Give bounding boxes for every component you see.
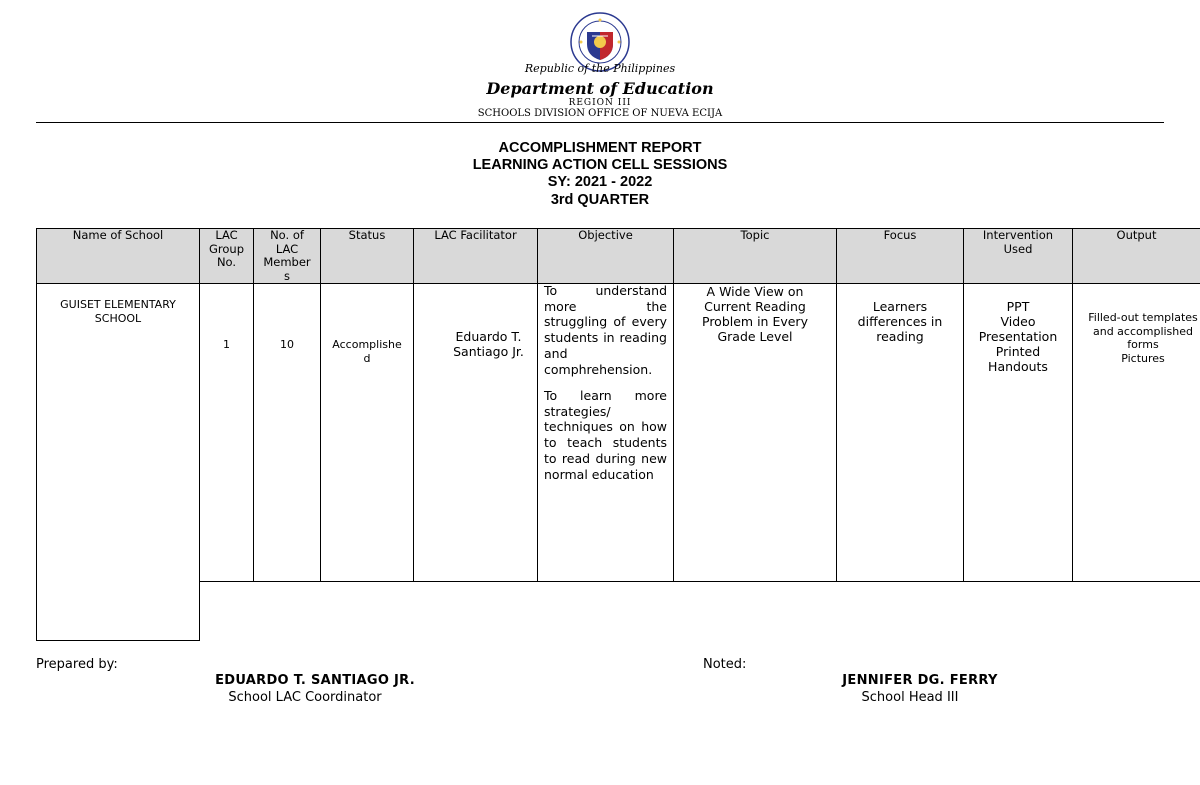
cell-topic: A Wide View on Current Reading Problem in Every Grade Level <box>702 284 808 344</box>
header-name-of-school: Name of School <box>72 228 164 242</box>
department-heading: Department of Education <box>486 79 714 98</box>
header-lac-facilitator: LAC Facilitator <box>434 228 517 242</box>
report-title: ACCOMPLISHMENT REPORT <box>498 140 702 156</box>
header-intervention-used: Intervention Used <box>982 228 1054 256</box>
column-divider <box>320 228 321 582</box>
column-divider <box>199 228 200 641</box>
cell-members-count: 10 <box>280 338 294 351</box>
region-heading: REGION III <box>568 98 632 108</box>
cell-intervention: PPT Video Presentation Printed Handouts <box>978 299 1058 374</box>
cell-school-name: GUISET ELEMENTARY SCHOOL <box>60 298 176 325</box>
quarter: 3rd QUARTER <box>550 192 650 208</box>
cell-objective-1: To understand more the struggling of every students in reading and comphrehension. <box>544 283 667 377</box>
header-no-of-lac-members: No. of LAC Member s <box>263 228 311 283</box>
report-subtitle: LEARNING ACTION CELL SESSIONS <box>472 157 728 173</box>
header-topic: Topic <box>740 228 770 242</box>
cell-facilitator: Eduardo T. Santiago Jr. <box>453 329 524 359</box>
prepared-by-name: EDUARDO T. SANTIAGO JR. <box>215 673 415 688</box>
division-heading: SCHOOLS DIVISION OFFICE OF NUEVA ECIJA <box>477 108 723 119</box>
school-year: SY: 2021 - 2022 <box>547 174 653 190</box>
noted-by-role: School Head III <box>861 690 959 705</box>
prepared-by-label: Prepared by: <box>36 657 118 672</box>
noted-label: Noted: <box>703 657 747 672</box>
row-bottom-border <box>199 581 1200 582</box>
prepared-by-role: School LAC Coordinator <box>228 690 382 705</box>
column-divider <box>836 228 837 582</box>
cell-status: Accomplishe d <box>332 338 402 365</box>
column-divider <box>537 228 538 582</box>
column-divider <box>673 228 674 582</box>
header-output: Output <box>1116 228 1157 242</box>
cell-objective-2: To learn more strategies/ techniques on how to teach students to read during new normal education <box>544 388 667 482</box>
column-divider <box>963 228 964 582</box>
header-objective: Objective <box>578 228 633 242</box>
school-cell-bottom-border <box>36 640 200 641</box>
header-status: Status <box>348 228 386 242</box>
table-left-border <box>36 228 37 641</box>
column-divider <box>413 228 414 582</box>
header-divider <box>36 122 1164 123</box>
header-lac-group-no: LAC Group No. <box>208 228 244 269</box>
column-divider <box>1072 228 1073 582</box>
header-focus: Focus <box>883 228 917 242</box>
cell-output: Filled-out templates and accomplished forms Pictures <box>1088 311 1198 365</box>
republic-heading: Republic of the Philippines <box>524 62 676 75</box>
cell-group-no: 1 <box>223 338 230 351</box>
noted-by-name: JENNIFER DG. FERRY <box>842 673 998 688</box>
cell-focus: Learners differences in reading <box>857 299 943 344</box>
